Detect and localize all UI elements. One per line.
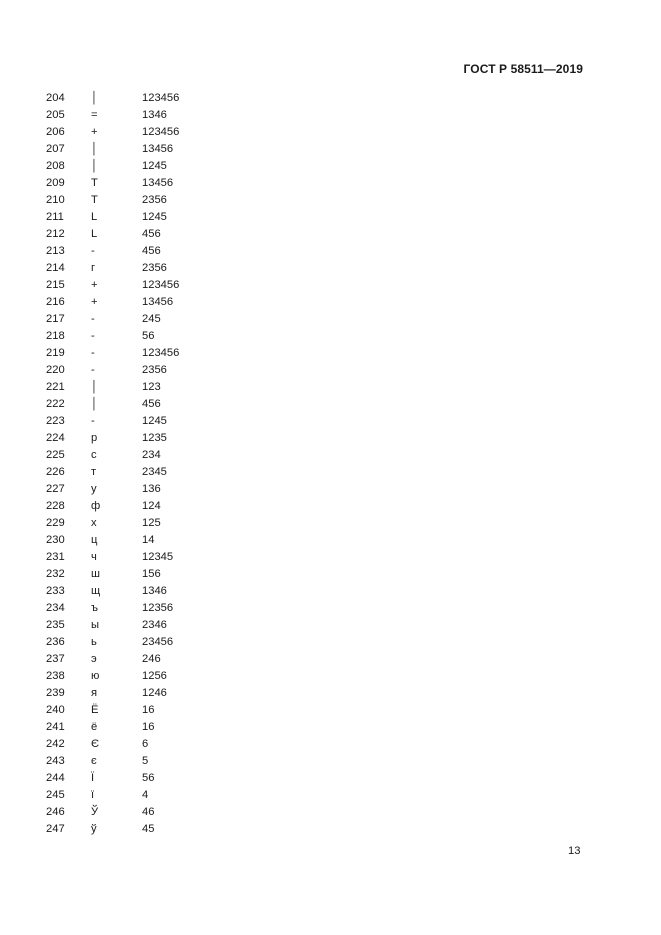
char-code: 221 [46,381,65,393]
braille-dots: 456 [142,398,161,410]
character-braille-table [46,90,246,838]
char-code: 213 [46,245,65,257]
char-code: 208 [46,160,65,172]
char-code: 243 [46,755,65,767]
table-row [46,294,246,311]
character: Ё [91,704,99,716]
table-row [46,787,246,804]
character: Ў [91,806,99,818]
character: ю [91,670,100,682]
char-code: 241 [46,721,65,733]
braille-dots: 12356 [142,602,174,614]
braille-dots: 123 [142,381,161,393]
braille-dots: 12345 [142,551,174,563]
character: + [91,279,98,291]
braille-dots: 1346 [142,109,167,121]
table-row [46,277,246,294]
braille-dots: 13456 [142,177,174,189]
braille-dots: 1245 [142,160,167,172]
braille-dots: 246 [142,653,161,665]
character: │ [91,143,98,155]
char-code: 205 [46,109,65,121]
braille-dots: 124 [142,500,161,512]
table-row [46,141,246,158]
char-code: 240 [46,704,65,716]
braille-dots: 456 [142,245,161,257]
table-row [46,430,246,447]
char-code: 216 [46,296,65,308]
table-row [46,549,246,566]
table-row [46,175,246,192]
table-row [46,532,246,549]
table-row [46,583,246,600]
braille-dots: 1246 [142,687,167,699]
braille-dots: 123456 [142,126,180,138]
character: - [91,347,95,359]
character: х [91,517,97,529]
char-code: 238 [46,670,65,682]
braille-dots: 45 [142,823,155,835]
table-row [46,124,246,141]
table-row [46,362,246,379]
braille-dots: 2356 [142,364,167,376]
char-code: 228 [46,500,65,512]
char-code: 226 [46,466,65,478]
char-code: 234 [46,602,65,614]
table-row [46,396,246,413]
table-row [46,345,246,362]
char-code: 212 [46,228,65,240]
character: ї [91,789,95,801]
character: ў [91,823,97,835]
char-code: 220 [46,364,65,376]
braille-dots: 1346 [142,585,167,597]
character: - [91,245,95,257]
braille-dots: 1256 [142,670,167,682]
table-row [46,600,246,617]
character: с [91,449,97,461]
char-code: 223 [46,415,65,427]
char-code: 235 [46,619,65,631]
char-code: 222 [46,398,65,410]
braille-dots: 13456 [142,296,174,308]
character: L [91,228,98,240]
character: т [91,466,97,478]
braille-dots: 1245 [142,415,167,427]
char-code: 244 [46,772,65,784]
character: Є [91,738,100,750]
braille-dots: 456 [142,228,161,240]
character: ъ [91,602,98,614]
character: э [91,653,97,665]
character: │ [91,160,98,172]
character: │ [91,381,98,393]
table-row [46,481,246,498]
char-code: 246 [46,806,65,818]
char-code: 218 [46,330,65,342]
character: щ [91,585,101,597]
table-row [46,770,246,787]
character: = [91,109,98,121]
table-row [46,107,246,124]
braille-dots: 123456 [142,347,180,359]
braille-dots: 56 [142,772,155,784]
char-code: 229 [46,517,65,529]
table-row [46,566,246,583]
character: - [91,415,95,427]
character: є [91,755,97,767]
braille-dots: 1245 [142,211,167,223]
char-code: 247 [46,823,65,835]
braille-dots: 125 [142,517,161,529]
table-row [46,379,246,396]
braille-dots: 6 [142,738,149,750]
table-row [46,685,246,702]
character: ь [91,636,97,648]
char-code: 236 [46,636,65,648]
braille-dots: 2356 [142,194,167,206]
table-row [46,719,246,736]
table-row [46,90,246,107]
char-code: 231 [46,551,65,563]
character: L [91,211,98,223]
character: - [91,330,95,342]
char-code: 214 [46,262,65,274]
table-row [46,158,246,175]
braille-dots: 156 [142,568,161,580]
table-row [46,736,246,753]
char-code: 209 [46,177,65,189]
char-code: 215 [46,279,65,291]
char-code: 207 [46,143,65,155]
table-row [46,209,246,226]
braille-dots: 46 [142,806,155,818]
character: - [91,313,95,325]
char-code: 230 [46,534,65,546]
table-row [46,634,246,651]
braille-dots: 245 [142,313,161,325]
char-code: 233 [46,585,65,597]
char-code: 239 [46,687,65,699]
braille-dots: 14 [142,534,155,546]
table-row [46,464,246,481]
character: T [91,177,98,189]
braille-dots: 136 [142,483,161,495]
character: г [91,262,96,274]
table-row [46,226,246,243]
table-row [46,617,246,634]
character: р [91,432,98,444]
table-row [46,447,246,464]
character: │ [91,398,98,410]
braille-dots: 234 [142,449,161,461]
table-row [46,821,246,838]
table-row [46,515,246,532]
char-code: 206 [46,126,65,138]
character: T [91,194,98,206]
character: + [91,296,98,308]
character: ц [91,534,98,546]
braille-dots: 23456 [142,636,174,648]
character: ш [91,568,100,580]
char-code: 219 [46,347,65,359]
braille-dots: 56 [142,330,155,342]
table-row [46,804,246,821]
braille-dots: 16 [142,721,155,733]
table-row [46,328,246,345]
character: ф [91,500,101,512]
page-number: 13 [568,845,581,857]
braille-dots: 123456 [142,92,180,104]
character: Ї [91,772,95,784]
braille-dots: 2346 [142,619,167,631]
braille-dots: 4 [142,789,149,801]
braille-dots: 123456 [142,279,180,291]
char-code: 224 [46,432,65,444]
character: ч [91,551,97,563]
table-row [46,702,246,719]
char-code: 227 [46,483,65,495]
braille-dots: 2356 [142,262,167,274]
char-code: 204 [46,92,65,104]
document-standard-header: ГОСТ Р 58511—2019 [463,62,583,76]
character: ё [91,721,98,733]
braille-dots: 1235 [142,432,167,444]
char-code: 232 [46,568,65,580]
character: у [91,483,97,495]
braille-dots: 16 [142,704,155,716]
table-row [46,243,246,260]
char-code: 211 [46,211,64,223]
table-row [46,651,246,668]
table-row [46,311,246,328]
char-code: 245 [46,789,65,801]
character: я [91,687,98,699]
braille-dots: 13456 [142,143,174,155]
char-code: 242 [46,738,65,750]
character: ы [91,619,100,631]
table-row [46,498,246,515]
char-code: 225 [46,449,65,461]
table-row [46,753,246,770]
character: │ [91,92,98,104]
table-row [46,668,246,685]
table-row [46,413,246,430]
table-row [46,260,246,277]
character: - [91,364,95,376]
character: + [91,126,98,138]
braille-dots: 5 [142,755,149,767]
char-code: 217 [46,313,65,325]
table-row [46,192,246,209]
char-code: 210 [46,194,65,206]
braille-dots: 2345 [142,466,167,478]
char-code: 237 [46,653,65,665]
